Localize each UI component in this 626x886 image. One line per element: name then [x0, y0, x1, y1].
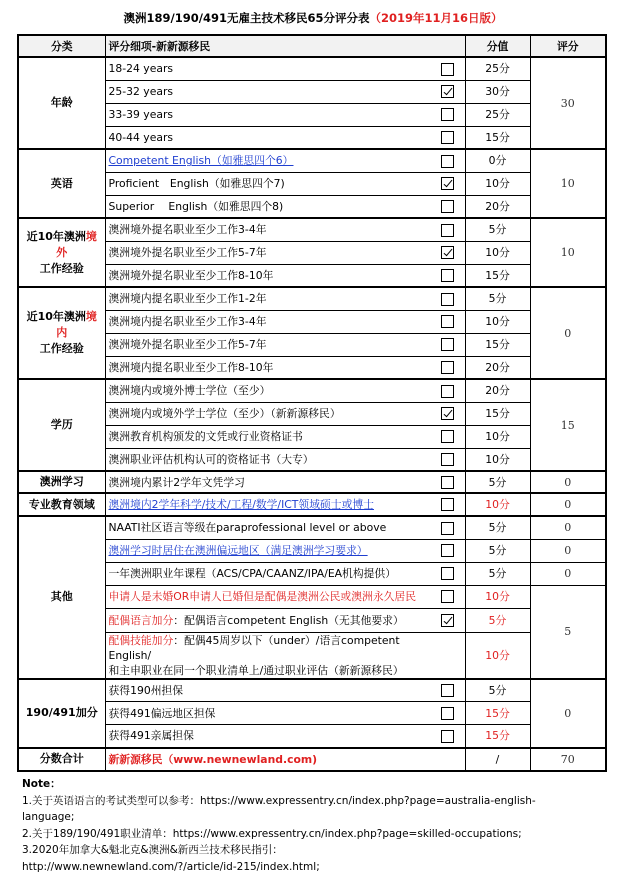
points: 30分	[465, 80, 530, 103]
points: 20分	[465, 195, 530, 218]
points: 25分	[465, 57, 530, 80]
checkbox[interactable]	[441, 131, 454, 144]
points: 15分	[465, 333, 530, 356]
note-line[interactable]: 2.关于189/190/491职业清单：https://www.expressentry.cn/index.php?page=skilled-occupations;	[22, 827, 522, 840]
specialist-item[interactable]: 澳洲境内2学年科学/技术/工程/数学/ICT领域硕士或博士	[105, 493, 431, 516]
category-domestic-experience: 近10年澳洲境内 工作经验	[18, 287, 105, 379]
domestic-score: 0	[530, 287, 606, 379]
other-item: 申请人是未婚OR申请人已婚但是配偶是澳洲公民或澳洲永久居民	[105, 585, 431, 608]
overseas-item: 澳洲境外提名职业至少工作5-7年	[105, 241, 431, 264]
points: 5分	[465, 539, 530, 562]
state-item: 获得491偏远地区担保	[105, 702, 431, 725]
age-item: 40-44 years	[105, 126, 431, 149]
points-table	[17, 34, 607, 772]
points: 15分	[465, 725, 530, 748]
checkbox[interactable]	[441, 269, 454, 282]
note-line: 3.2020年加拿大&魁北克&澳洲&新西兰技术移民指引：	[22, 844, 283, 856]
category-education: 学历	[18, 379, 105, 471]
points: 15分	[465, 126, 530, 149]
points: 10分	[465, 310, 530, 333]
category-total: 分数合计	[18, 748, 105, 771]
points: 5分	[465, 608, 530, 632]
other-score-regional-study: 0	[530, 539, 606, 562]
checkbox[interactable]	[441, 385, 454, 398]
checkbox[interactable]	[441, 730, 454, 743]
checkbox[interactable]	[441, 63, 454, 76]
other-item: 一年澳洲职业年课程（ACS/CPA/CAANZ/IPA/EA机构提供）	[105, 562, 431, 585]
notes	[22, 776, 622, 875]
category-english: 英语	[18, 149, 105, 218]
checkbox[interactable]	[441, 361, 454, 374]
category-overseas-experience: 近10年澳洲境外 工作经验	[18, 218, 105, 287]
education-item: 澳洲教育机构颁发的文凭或行业资格证书	[105, 425, 431, 448]
checkbox[interactable]	[441, 567, 454, 580]
total-label[interactable]: 新新源移民（www.newnewland.com)	[105, 748, 431, 771]
checkbox[interactable]	[441, 108, 454, 121]
education-item: 澳洲境内或境外学士学位（至少）（新新源移民）	[105, 402, 431, 425]
points: 15分	[465, 402, 530, 425]
points: 10分	[465, 172, 530, 195]
checkbox[interactable]	[441, 224, 454, 237]
education-item: 澳洲境内或境外博士学位（至少）	[105, 379, 431, 402]
english-item: Superior English（如雅思四个8)	[105, 195, 431, 218]
points: 10分	[465, 493, 530, 516]
english-item[interactable]: Competent English（如雅思四个6）	[105, 149, 431, 172]
points: 5分	[465, 287, 530, 310]
age-score: 30	[530, 57, 606, 149]
points: 10分	[465, 448, 530, 471]
education-item: 澳洲职业评估机构认可的资格证书（大专）	[105, 448, 431, 471]
checkbox[interactable]	[441, 200, 454, 213]
checkbox[interactable]	[441, 498, 454, 511]
checkbox[interactable]	[441, 430, 454, 443]
checkbox-checked[interactable]	[441, 177, 454, 190]
points: 10分	[465, 425, 530, 448]
points: 5分	[465, 471, 530, 493]
other-item: 配偶语言加分：配偶语言competent English（无其他要求）	[105, 608, 431, 632]
other-score: 5	[530, 585, 606, 679]
domestic-item: 澳洲境内提名职业至少工作1-2年	[105, 287, 431, 310]
checkbox[interactable]	[441, 155, 454, 168]
points: 10分	[465, 632, 530, 679]
age-item: 18-24 years	[105, 57, 431, 80]
page-title: 澳洲189/190/491无雇主技术移民65分评分表（2019年11月16日版）	[123, 11, 503, 25]
points: 15分	[465, 264, 530, 287]
points: 20分	[465, 379, 530, 402]
au-study-score: 0	[530, 471, 606, 493]
checkbox[interactable]	[441, 544, 454, 557]
english-item: Proficient English（如雅思四个7)	[105, 172, 431, 195]
header-row	[18, 35, 606, 57]
state-score: 0	[530, 679, 606, 748]
checkbox[interactable]	[441, 453, 454, 466]
checkbox-checked[interactable]	[441, 407, 454, 420]
domestic-item: 澳洲境内提名职业至少工作8-10年	[105, 356, 431, 379]
title-date: （2019年11月16日版）	[369, 11, 503, 25]
domestic-item: 澳洲境外提名职业至少工作5-7年	[105, 333, 431, 356]
checkbox[interactable]	[441, 293, 454, 306]
age-item: 25-32 years	[105, 80, 431, 103]
points: 5分	[465, 218, 530, 241]
points: 10分	[465, 241, 530, 264]
category-specialist-education: 专业教育领域	[18, 493, 105, 516]
note-line[interactable]: language;	[22, 811, 75, 823]
points: 20分	[465, 356, 530, 379]
note-line[interactable]: http://www.newnewland.com/?/article/id-215/index.html;	[22, 860, 320, 873]
checkbox[interactable]	[441, 684, 454, 697]
checkbox-checked[interactable]	[441, 246, 454, 259]
checkbox[interactable]	[441, 476, 454, 489]
other-score-naati: 0	[530, 516, 606, 539]
points: 10分	[465, 585, 530, 608]
points: 5分	[465, 516, 530, 539]
checkbox[interactable]	[441, 522, 454, 535]
header-item: 评分细项-新新源移民	[105, 35, 465, 57]
points: 25分	[465, 103, 530, 126]
au-study-item: 澳洲境内累计2学年文凭学习	[105, 471, 431, 493]
points: 5分	[465, 562, 530, 585]
domestic-item: 澳洲境内提名职业至少工作3-4年	[105, 310, 431, 333]
points: 15分	[465, 702, 530, 725]
education-score: 15	[530, 379, 606, 471]
checkbox[interactable]	[441, 338, 454, 351]
category-age: 年龄	[18, 57, 105, 149]
points: 5分	[465, 679, 530, 702]
category-other: 其他	[18, 516, 105, 679]
english-score: 10	[530, 149, 606, 218]
checkbox[interactable]	[441, 315, 454, 328]
header-points: 分值	[465, 35, 530, 57]
state-item: 获得491亲属担保	[105, 725, 431, 748]
other-item[interactable]: 澳洲学习时居住在澳洲偏远地区（满足澳洲学习要求）	[105, 539, 431, 562]
overseas-item: 澳洲境外提名职业至少工作3-4年	[105, 218, 431, 241]
overseas-score: 10	[530, 218, 606, 287]
other-item: 配偶技能加分：配偶45周岁以下（under）/语言competent English/ 和主申职业在同一个职业清单上/通过职业评估（新新源移民）	[105, 632, 431, 679]
other-item: NAATI社区语言等级在paraprofessional level or above	[105, 516, 431, 539]
other-score-py: 0	[530, 562, 606, 585]
header-category: 分类	[18, 35, 105, 57]
checkbox-checked[interactable]	[441, 85, 454, 98]
notes-heading: Note：	[22, 778, 61, 790]
checkbox[interactable]	[441, 590, 454, 603]
checkbox-checked[interactable]	[441, 614, 454, 627]
note-line[interactable]: 1.关于英语语言的考试类型可以参考：https://www.expressentry.cn/index.php?page=australia-english-	[22, 794, 536, 807]
overseas-item: 澳洲境外提名职业至少工作8-10年	[105, 264, 431, 287]
specialist-score: 0	[530, 493, 606, 516]
state-item: 获得190州担保	[105, 679, 431, 702]
checkbox[interactable]	[441, 707, 454, 720]
category-au-study: 澳洲学习	[18, 471, 105, 493]
total-points: /	[465, 748, 530, 771]
points: 0分	[465, 149, 530, 172]
header-score: 评分	[530, 35, 606, 57]
age-item: 33-39 years	[105, 103, 431, 126]
category-state-nomination: 190/491加分	[18, 679, 105, 748]
total-score: 70	[530, 748, 606, 771]
